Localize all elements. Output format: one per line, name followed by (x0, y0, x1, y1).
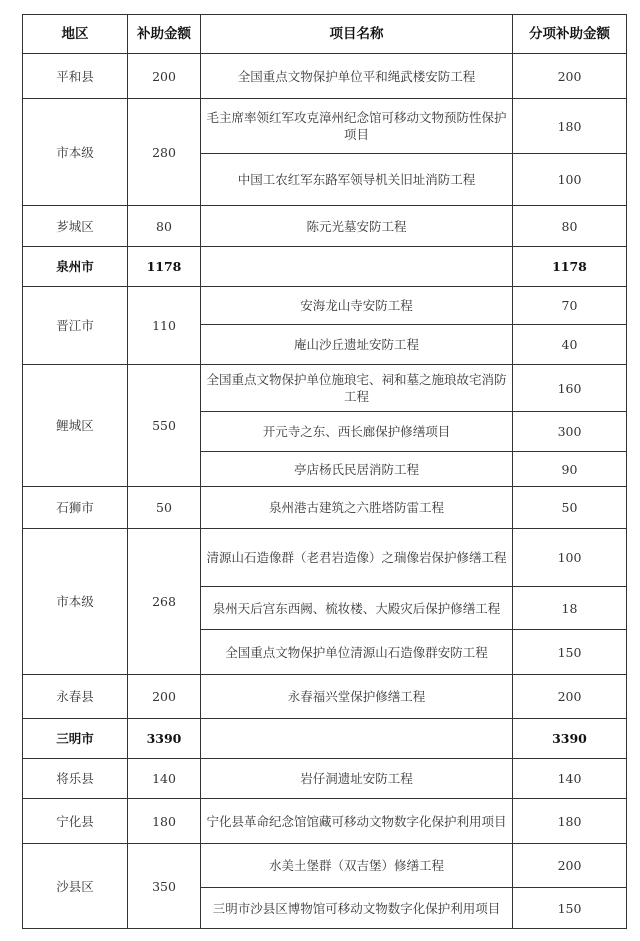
amount: 80 (128, 206, 201, 247)
project-name: 全国重点文物保护单位清源山石造像群安防工程 (201, 630, 513, 675)
project-name: 开元寺之东、西长廊保护修缮项目 (201, 412, 513, 452)
sub-amount: 3390 (513, 719, 627, 759)
table-row (23, 206, 627, 247)
amount: 268 (128, 529, 201, 675)
subsidy-table (22, 14, 627, 929)
region: 宁化县 (23, 799, 128, 844)
project-name: 水美土堡群（双吉堡）修缮工程 (201, 844, 513, 888)
project-name (201, 247, 513, 287)
sub-amount: 1178 (513, 247, 627, 287)
header-project: 项目名称 (201, 15, 513, 54)
amount: 280 (128, 99, 201, 206)
table-row (23, 99, 627, 154)
header-region: 地区 (23, 15, 128, 54)
amount: 3390 (128, 719, 201, 759)
table-row (23, 675, 627, 719)
project-name: 安海龙山寺安防工程 (201, 287, 513, 325)
project-name: 三明市沙县区博物馆可移动文物数字化保护利用项目 (201, 888, 513, 929)
project-name: 宁化县革命纪念馆馆藏可移动文物数字化保护利用项目 (201, 799, 513, 844)
sub-amount: 200 (513, 844, 627, 888)
region: 晋江市 (23, 287, 128, 365)
sub-amount: 70 (513, 287, 627, 325)
table-row (23, 365, 627, 412)
region: 将乐县 (23, 759, 128, 799)
sub-amount: 150 (513, 888, 627, 929)
sub-amount: 90 (513, 452, 627, 487)
project-name: 泉州港古建筑之六胜塔防雷工程 (201, 487, 513, 529)
project-name: 岩仔洞遗址安防工程 (201, 759, 513, 799)
sub-amount: 50 (513, 487, 627, 529)
region: 市本级 (23, 529, 128, 675)
sub-amount: 100 (513, 154, 627, 206)
amount: 200 (128, 675, 201, 719)
sub-amount: 180 (513, 799, 627, 844)
project-name: 永春福兴堂保护修缮工程 (201, 675, 513, 719)
region: 芗城区 (23, 206, 128, 247)
project-name: 庵山沙丘遗址安防工程 (201, 325, 513, 365)
amount: 110 (128, 287, 201, 365)
header-amount: 补助金额 (128, 15, 201, 54)
region: 泉州市 (23, 247, 128, 287)
project-name (201, 719, 513, 759)
amount: 550 (128, 365, 201, 487)
amount: 180 (128, 799, 201, 844)
project-name: 清源山石造像群（老君岩造像）之瑞像岩保护修缮工程 (201, 529, 513, 587)
sub-amount: 200 (513, 675, 627, 719)
region: 沙县区 (23, 844, 128, 929)
sub-amount: 180 (513, 99, 627, 154)
region: 平和县 (23, 54, 128, 99)
table-row (23, 487, 627, 529)
region: 永春县 (23, 675, 128, 719)
sub-amount: 140 (513, 759, 627, 799)
project-name: 泉州天后宫东西阙、梳妆楼、大殿灾后保护修缮工程 (201, 587, 513, 630)
amount: 200 (128, 54, 201, 99)
amount: 1178 (128, 247, 201, 287)
project-name: 毛主席率领红军攻克漳州纪念馆可移动文物预防性保护项目 (201, 99, 513, 154)
table-row (23, 844, 627, 888)
project-name: 全国重点文物保护单位施琅宅、祠和墓之施琅故宅消防工程 (201, 365, 513, 412)
amount: 350 (128, 844, 201, 929)
table-row (23, 287, 627, 325)
sub-amount: 150 (513, 630, 627, 675)
region: 三明市 (23, 719, 128, 759)
amount: 50 (128, 487, 201, 529)
table-row (23, 529, 627, 587)
project-name: 中国工农红军东路军领导机关旧址消防工程 (201, 154, 513, 206)
region: 市本级 (23, 99, 128, 206)
sub-amount: 300 (513, 412, 627, 452)
project-name: 全国重点文物保护单位平和绳武楼安防工程 (201, 54, 513, 99)
sub-amount: 200 (513, 54, 627, 99)
header-sub-amount: 分项补助金额 (513, 15, 627, 54)
project-name: 亭店杨氏民居消防工程 (201, 452, 513, 487)
table-row (23, 54, 627, 99)
summary-row (23, 719, 627, 759)
sub-amount: 100 (513, 529, 627, 587)
sub-amount: 160 (513, 365, 627, 412)
table-row (23, 759, 627, 799)
table-header (23, 15, 627, 54)
table-row (23, 799, 627, 844)
summary-row (23, 247, 627, 287)
region: 石狮市 (23, 487, 128, 529)
sub-amount: 18 (513, 587, 627, 630)
sub-amount: 80 (513, 206, 627, 247)
region: 鲤城区 (23, 365, 128, 487)
sub-amount: 40 (513, 325, 627, 365)
project-name: 陈元光墓安防工程 (201, 206, 513, 247)
amount: 140 (128, 759, 201, 799)
